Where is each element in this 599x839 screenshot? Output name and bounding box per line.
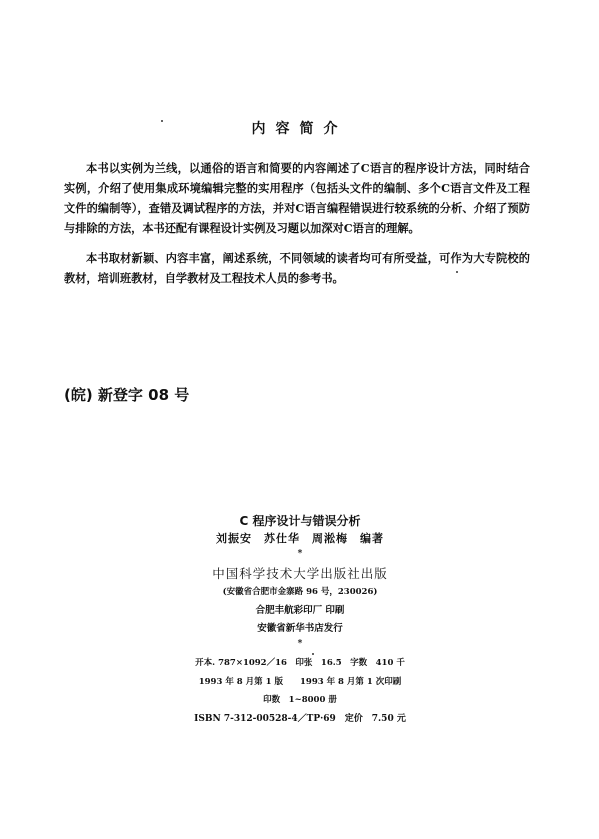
printer: 合肥丰航彩印厂 印刷 <box>255 605 345 616</box>
registration-number: (皖) 新登字 08 号 <box>64 386 190 404</box>
separator-star: * <box>297 549 303 559</box>
book-title: C 程序设计与错误分析 <box>239 514 361 528</box>
distributor: 安徽省新华书店发行 <box>257 623 343 634</box>
isbn-price: ISBN 7-312-00528-4／TP·69 定价 7.50 元 <box>194 714 406 724</box>
summary-title: 内容简介 <box>251 121 348 137</box>
format-specs: 开本. 787×1092／16 印张 16.5 字数 410 千 <box>195 658 405 668</box>
separator-star: * <box>297 639 303 649</box>
edition-info: 1993 年 8 月第 1 版 1993 年 8 月第 1 次印刷 <box>198 677 402 687</box>
authors: 刘振安 苏仕华 周淞梅 编著 <box>216 532 384 545</box>
summary-paragraph-1: 本书以实例为兰线，以通俗的语言和简要的内容阐述了C语言的程序设计方法，同时结合实例，介绍了使用集成环境编辑完整的实用程序（包括头文件的编制、多个C语言文件及工程文件的编制等），查错及调试程序的方法，并对C语言编程错误进行较系统的分析、介绍了预防与排除的方法，本书还配有课程设计实例及习题以加深对C语言的理解。 <box>64 161 530 235</box>
publisher: 中国科学技术大学出版社出版 <box>212 566 388 581</box>
speck <box>312 653 314 655</box>
publisher-address: (安徽省合肥市金寨路 96 号，230026) <box>222 587 378 597</box>
summary-paragraph-2: 本书取材新颖、内容丰富，阐述系统，不同领域的读者均可有所受益，可作为大专院校的教材，培训班教材，自学教材及工程技术人员的参考书。 <box>64 251 530 285</box>
print-run: 印数 1~8000 册 <box>263 695 337 705</box>
